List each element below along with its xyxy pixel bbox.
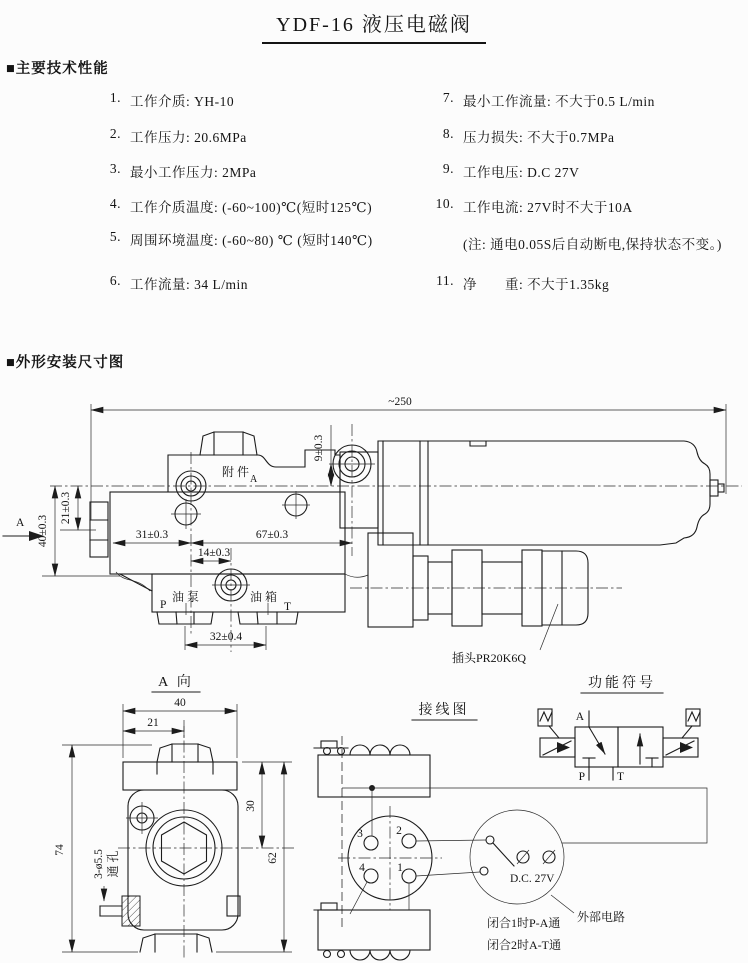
a-dim-40: 40 bbox=[174, 697, 186, 709]
tank-port-label: 油 箱 bbox=[250, 590, 278, 604]
top-coil-windings bbox=[350, 745, 410, 755]
spec-item: 7. 最小工作流量: 不大于0.5 L/min bbox=[442, 90, 655, 109]
spec-item: 9. 工作电压: D.C 27V bbox=[442, 161, 580, 180]
spec-note: (注: 通电0.05S后自动断电,保持状态不变。) bbox=[463, 237, 722, 252]
a-view-bottom-nut bbox=[140, 934, 212, 952]
external-circuit-label: 外部电路 bbox=[577, 910, 626, 924]
dim-67: 67±0.3 bbox=[255, 529, 289, 541]
wiring-diagram bbox=[314, 701, 707, 960]
section-heading-specs: ■主要技术性能 bbox=[6, 61, 109, 77]
solenoid-end-nub bbox=[710, 480, 718, 496]
a-view bbox=[54, 674, 295, 958]
attachment-sub-label: A bbox=[250, 474, 258, 485]
dim-overall: ~250 bbox=[388, 396, 412, 408]
voltage-label: D.C. 27V bbox=[510, 873, 555, 885]
coil-tab bbox=[321, 741, 337, 748]
spec-item: 2. 工作压力: 20.6MPa bbox=[109, 126, 247, 145]
dim-21: 21±0.3 bbox=[60, 491, 72, 525]
solenoid-link bbox=[549, 726, 559, 738]
attachment-label: 附 件 bbox=[222, 465, 250, 479]
pin-4-label: 4 bbox=[359, 862, 365, 874]
symbol-port-p: P bbox=[578, 771, 585, 783]
page-title-wrap bbox=[0, 8, 748, 44]
symbol-heading: 功能符号 bbox=[588, 676, 656, 691]
switch-arm bbox=[493, 843, 514, 866]
valve-position-left bbox=[575, 727, 618, 767]
bottom-coil-body bbox=[318, 910, 430, 950]
a-dim-74: 74 bbox=[54, 844, 66, 856]
holes-label: 3-ø5.5 bbox=[93, 849, 105, 879]
a-view-hatched-lug bbox=[122, 896, 140, 926]
solenoid-link bbox=[682, 726, 692, 738]
spec-item: 1. 工作介质: YH-10 bbox=[109, 90, 235, 109]
spring-zigzag-icon bbox=[540, 712, 552, 721]
a-dim-62: 62 bbox=[267, 852, 279, 864]
wire-pin2 bbox=[416, 840, 486, 841]
close1-note: 闭合1时P-A通 bbox=[487, 916, 561, 930]
manifold-slant bbox=[120, 574, 152, 591]
switch-terminal bbox=[480, 867, 488, 875]
bottom-nut-p bbox=[157, 612, 213, 624]
a-view-top-nut bbox=[157, 744, 213, 762]
dim-14: 14±0.3 bbox=[197, 547, 231, 559]
dim-40: 40±0.3 bbox=[37, 514, 49, 548]
spec-item: 3. 最小工作压力: 2MPa bbox=[109, 161, 257, 180]
left-hex-fitting bbox=[90, 502, 108, 557]
pin-4 bbox=[364, 869, 378, 883]
top-coil-body bbox=[318, 755, 430, 797]
external-leader bbox=[551, 895, 574, 913]
symbol-port-t: T bbox=[617, 771, 625, 783]
bottom-coil-windings bbox=[350, 950, 410, 960]
break-line bbox=[345, 574, 368, 577]
spec-item: 5. 周围环境温度: (-60~80) ℃ (短时140℃) bbox=[109, 229, 373, 248]
close2-note: 闭合2时A-T通 bbox=[487, 938, 561, 952]
dim-31: 31±0.3 bbox=[135, 529, 169, 541]
pin-3 bbox=[364, 836, 378, 850]
solenoid-notch bbox=[470, 441, 486, 446]
a-dim-30: 30 bbox=[245, 800, 257, 812]
spec-item: 8. 压力损失: 不大于0.7MPa bbox=[442, 126, 615, 145]
nut-facet bbox=[176, 612, 177, 624]
dimension-drawing bbox=[0, 376, 748, 963]
a-dim-21: 21 bbox=[147, 717, 159, 729]
spec-item: 10. 工作电流: 27V时不大于10A bbox=[435, 196, 633, 215]
section-heading-drawing: ■外形安装尺寸图 bbox=[6, 355, 125, 371]
spec-item: 4. 工作介质温度: (-60~100)℃(短时125℃) bbox=[109, 196, 373, 215]
flow-path-a-t bbox=[589, 727, 605, 754]
pin-2 bbox=[402, 834, 416, 848]
holes-label-2: 通 孔 bbox=[106, 850, 120, 878]
coil-terminal bbox=[324, 951, 331, 958]
plug-leader-line bbox=[540, 604, 558, 650]
view-arrow-label: A bbox=[16, 517, 25, 529]
pin-2-label: 2 bbox=[396, 825, 402, 837]
main-view bbox=[3, 396, 742, 665]
pin-1-label: 1 bbox=[397, 862, 403, 874]
spec-item: 11. 净 重: 不大于1.35kg bbox=[436, 273, 610, 292]
solenoid-triangle-icon bbox=[680, 742, 693, 753]
coil-terminal bbox=[338, 951, 345, 958]
nut-facet bbox=[257, 612, 258, 624]
wire-pin1 bbox=[416, 872, 480, 876]
pin-3-label: 3 bbox=[357, 828, 363, 840]
pin-1 bbox=[402, 869, 416, 883]
solenoid-end-tip bbox=[718, 484, 724, 492]
dim-9: 9±0.3 bbox=[313, 434, 325, 462]
port-p-letter: P bbox=[160, 599, 167, 611]
port-t-letter: T bbox=[284, 601, 292, 613]
pump-port-label: 油 泵 bbox=[172, 590, 200, 604]
plug-mount-block bbox=[368, 533, 413, 627]
spec-item: 6. 工作流量: 34 L/min bbox=[109, 273, 248, 292]
top-nut bbox=[200, 432, 257, 455]
a-view-top-block bbox=[123, 762, 237, 790]
function-symbol bbox=[538, 674, 700, 783]
plug-label: 插头PR20K6Q bbox=[452, 651, 527, 665]
wire-pin4 bbox=[350, 882, 367, 914]
symbol-port-a: A bbox=[575, 711, 584, 723]
page-title: YDF-16 液压电磁阀 bbox=[262, 8, 486, 44]
spring-zigzag-icon bbox=[688, 712, 700, 721]
coil-tab bbox=[321, 903, 337, 910]
a-view-body bbox=[128, 790, 238, 930]
dim-32: 32±0.4 bbox=[209, 631, 243, 643]
a-view-heading: A 向 bbox=[158, 675, 194, 690]
wiring-heading: 接线图 bbox=[418, 703, 470, 718]
solenoid-triangle-icon bbox=[557, 742, 570, 753]
